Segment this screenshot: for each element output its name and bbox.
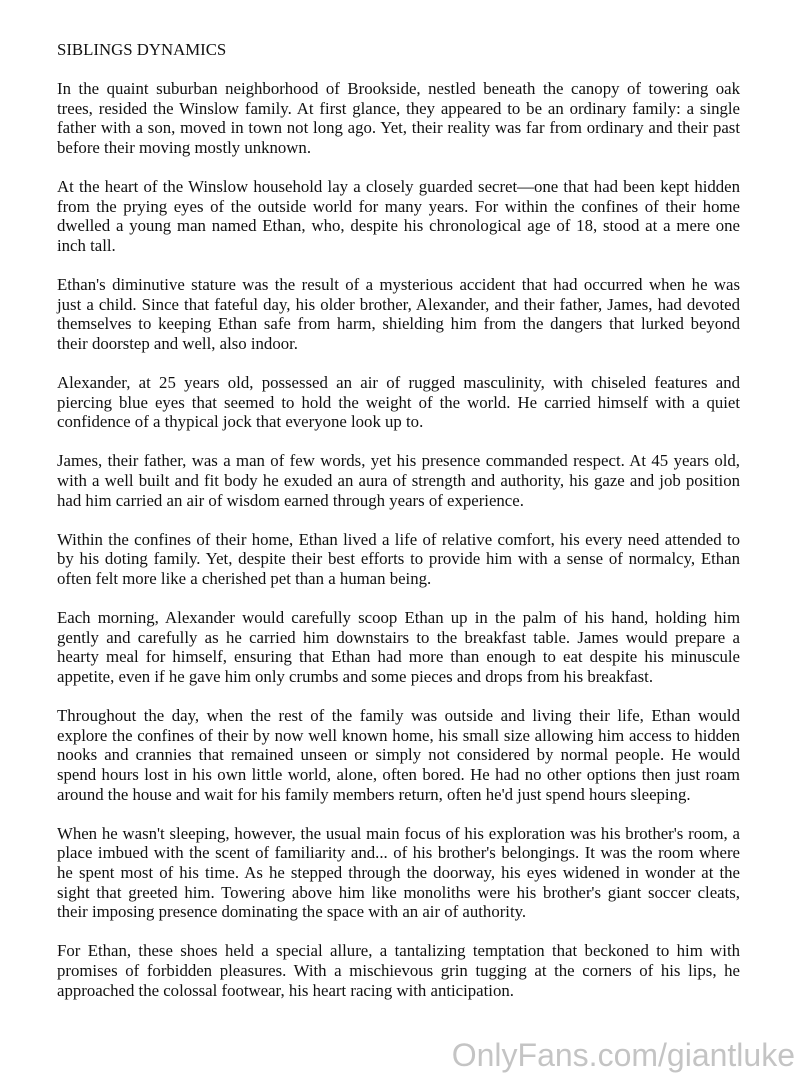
text-line: confidence of a thypical jock that everyone look up to. <box>57 412 424 432</box>
text-line: had him carried an air of wisdom earned through years of experience. <box>57 490 524 510</box>
text-line: Throughout the day, when the rest of the family was outside and living their life, Ethan would <box>57 706 740 726</box>
text-line: with a well built and fit body he exuded an aura of strength and authority, his gaze and job position <box>57 471 740 491</box>
text-line: Within the confines of their home, Ethan lived a life of relative comfort, his every need attended to <box>57 529 740 549</box>
text-line: James, their father, was a man of few words, yet his presence commanded respect. At 45 years old, <box>57 451 740 471</box>
text-line: nooks and crannies that remained unseen or simply not considered by normal people. He would <box>57 745 740 765</box>
paragraph-2 <box>57 177 740 255</box>
text-line: before their moving mostly unknown. <box>57 137 312 157</box>
text-line: gently and carefully as he carried him downstairs to the breakfast table. James would prepare a <box>57 627 740 647</box>
paragraph-9 <box>57 824 740 922</box>
paragraph-4 <box>57 373 740 432</box>
text-line: When he wasn't sleeping, however, the usual main focus of his exploration was his brother's room, a <box>57 823 740 843</box>
text-line: Each morning, Alexander would carefully scoop Ethan up in the palm of his hand, holding him <box>57 608 740 628</box>
text-line: their imposing presence dominating the space with an air of authority. <box>57 902 527 922</box>
text-line: appetite, even if he gave him only crumbs and some pieces and drops from his breakfast. <box>57 667 654 686</box>
paragraph-5 <box>57 451 740 510</box>
text-line: Alexander, at 25 years old, possessed an air of rugged masculinity, with chiseled features and <box>57 373 740 393</box>
paragraph-3 <box>57 275 740 353</box>
text-line: At the heart of the Winslow household lay a closely guarded secret—one that had been kept hidden <box>57 177 740 197</box>
text-line: sight that greeted him. Towering above him like monoliths were his brother's giant soccer cleats, <box>57 882 740 902</box>
text-line: father with a son, moved in town not long ago. Yet, their reality was far from ordinary and their past <box>57 118 740 138</box>
text-line: trees, resided the Winslow family. At first glance, they appeared to be an ordinary family: a single <box>57 98 740 118</box>
text-line: inch tall. <box>57 235 116 255</box>
text-line: spend hours lost in his own little world, alone, often bored. He had no other options then just roam <box>57 764 740 784</box>
text-line: place imbued with the scent of familiarity and... of his brother's belongings. It was the room where <box>57 843 740 863</box>
paragraph-10 <box>57 941 740 1000</box>
text-line: hearty meal for himself, ensuring that Ethan had more than enough to eat despite his minuscule <box>57 647 740 667</box>
text-line: dwelled a young man named Ethan, who, despite his chronological age of 18, stood at a mere one <box>57 216 740 236</box>
paragraph-8 <box>57 706 740 804</box>
text-line: Ethan's diminutive stature was the result of a mysterious accident that had occurred when he was <box>57 275 740 295</box>
text-line: he spent most of his time. As he stepped through the doorway, his eyes widened in wonder at the <box>57 862 740 882</box>
document-title: SIBLINGS DYNAMICS <box>57 40 227 59</box>
watermark: OnlyFans.com/giantluke <box>451 1037 795 1073</box>
text-line: approached the colossal footwear, his heart racing with anticipation. <box>57 980 514 1000</box>
text-line: just a child. Since that fateful day, his older brother, Alexander, and their father, James, had devoted <box>57 294 740 314</box>
text-line: promises of forbidden pleasures. With a mischievous grin tugging at the corners of his lips, he <box>57 960 740 980</box>
paragraph-7 <box>57 608 740 686</box>
text-line: For Ethan, these shoes held a special allure, a tantalizing temptation that beckoned to him with <box>57 941 740 961</box>
text-line: often felt more like a cherished pet than a human being. <box>57 569 432 589</box>
text-line: piercing blue eyes that seemed to hold the weight of the world. He carried himself with a quiet <box>57 392 740 412</box>
text-line: In the quaint suburban neighborhood of Brookside, nestled beneath the canopy of towering oak <box>57 79 740 99</box>
text-line: explore the confines of their by now well known home, his small size allowing him access to hidden <box>57 725 740 745</box>
document-body <box>57 40 740 1020</box>
text-line: their doorstep and well, also indoor. <box>57 333 298 353</box>
text-line: around the house and wait for his family members return, often he'd just spend hours sleeping. <box>57 784 691 804</box>
text-line: from the prying eyes of the outside world for many years. For within the confines of their home <box>57 196 740 216</box>
paragraph-6 <box>57 530 740 589</box>
text-line: themselves to keeping Ethan safe from harm, shielding him from the dangers that lurked beyond <box>57 314 740 334</box>
paragraph-1 <box>57 79 740 157</box>
text-line: by his doting family. Yet, despite their best efforts to provide him with a sense of normalcy, Ethan <box>57 549 740 569</box>
